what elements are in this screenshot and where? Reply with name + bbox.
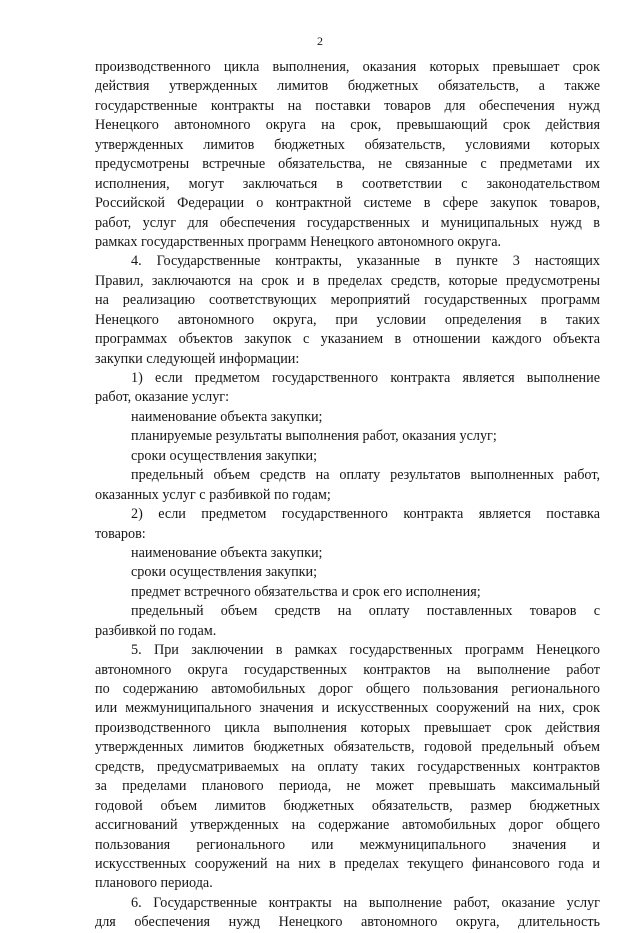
- text-line: предельный объем средств на оплату поставленных товаров с: [131, 603, 600, 620]
- text-line: по содержанию автомобильных дорог общего пользования регионального: [95, 681, 600, 697]
- text-line: разбивкой по годам.: [95, 622, 217, 639]
- text-line: работ, оказание услуг:: [95, 389, 230, 406]
- text-line: утвержденных лимитов бюджетных обязательств, условиями которых: [95, 136, 600, 153]
- text-line: производственного цикла выполнения которых превышает срок действия: [95, 719, 600, 736]
- text-line: оказанных услуг с разбивкой по годам;: [95, 486, 331, 503]
- text-line: 4. Государственные контракты, указанные в пункте 3 настоящих: [131, 253, 600, 270]
- text-line: 2) если предметом государственного контракта является поставка: [131, 506, 600, 523]
- text-line: планируемые результаты выполнения работ, оказания услуг;: [131, 428, 497, 445]
- text-line: на реализацию соответствующих мероприятий государственных программ: [95, 292, 600, 309]
- text-line: наименование объекта закупки;: [131, 408, 323, 425]
- text-line: государственные контракты на поставки товаров для обеспечения нужд: [95, 97, 600, 114]
- text-line: товаров:: [95, 525, 146, 542]
- text-line: предельный объем средств на оплату результатов выполненных работ,: [131, 467, 600, 484]
- document-body: [95, 58, 600, 933]
- text-line: годовой объем лимитов бюджетных обязательств, размер бюджетных: [95, 797, 600, 814]
- text-line: предмет встречного обязательства и срок его исполнения;: [131, 583, 481, 600]
- text-line: наименование объекта закупки;: [131, 544, 323, 561]
- text-line: закупки следующей информации:: [95, 350, 300, 367]
- text-line: действия утвержденных лимитов бюджетных обязательств, а также: [95, 78, 600, 95]
- text-line: искусственных сооружений на них в пределах текущего финансового года и: [95, 855, 600, 872]
- text-line: исполнения, могут заключаться в соответствии с законодательством: [95, 175, 600, 192]
- text-line: предусмотрены встречные обязательства, не связанные с предметами их: [95, 156, 600, 173]
- text-line: рамках государственных программ Ненецкого автономного округа.: [95, 233, 502, 250]
- text-line: или межмуниципального значения и искусственных сооружений на них, срок: [95, 700, 600, 717]
- text-line: для обеспечения нужд Ненецкого автономного округа, длительность: [95, 914, 600, 931]
- text-line: пользования регионального или межмуниципального значения и: [95, 836, 600, 853]
- text-line: Правил, заключаются на срок и в пределах средств, которые предусмотрены: [95, 272, 600, 289]
- text-line: ассигнований утвержденных на содержание автомобильных дорог общего: [95, 817, 600, 834]
- text-line: планового периода.: [95, 875, 213, 892]
- text-line: средств, предусматриваемых на оплату таких государственных контрактов: [95, 758, 600, 775]
- text-line: работ, услуг для обеспечения государственных и муниципальных нужд в: [95, 214, 600, 231]
- text-line: за пределами планового периода, не может превышать максимальный: [95, 778, 600, 795]
- text-line: 5. При заключении в рамках государственных программ Ненецкого: [131, 642, 600, 659]
- page-number: 2: [317, 34, 323, 48]
- text-line: сроки осуществления закупки;: [131, 564, 318, 581]
- text-line: Ненецкого автономного округа на срок, превышающий срок действия: [95, 117, 600, 134]
- text-line: Ненецкого автономного округа, при условии определения в таких: [95, 311, 600, 328]
- text-line: производственного цикла выполнения, оказания которых превышает срок: [95, 59, 600, 75]
- text-line: автономного округа государственных контрактов на выполнение работ: [95, 661, 600, 678]
- text-line: утвержденных лимитов бюджетных обязательств, годовой предельный объем: [95, 739, 600, 756]
- text-line: Российской Федерации о контрактной системе в сфере закупок товаров,: [95, 195, 600, 212]
- text-line: сроки осуществления закупки;: [131, 447, 318, 464]
- text-line: 6. Государственные контракты на выполнение работ, оказание услуг: [131, 894, 600, 911]
- text-line: программах объектов закупок с указанием в отношении каждого объекта: [95, 331, 600, 348]
- text-line: 1) если предметом государственного контракта является выполнение: [131, 370, 600, 386]
